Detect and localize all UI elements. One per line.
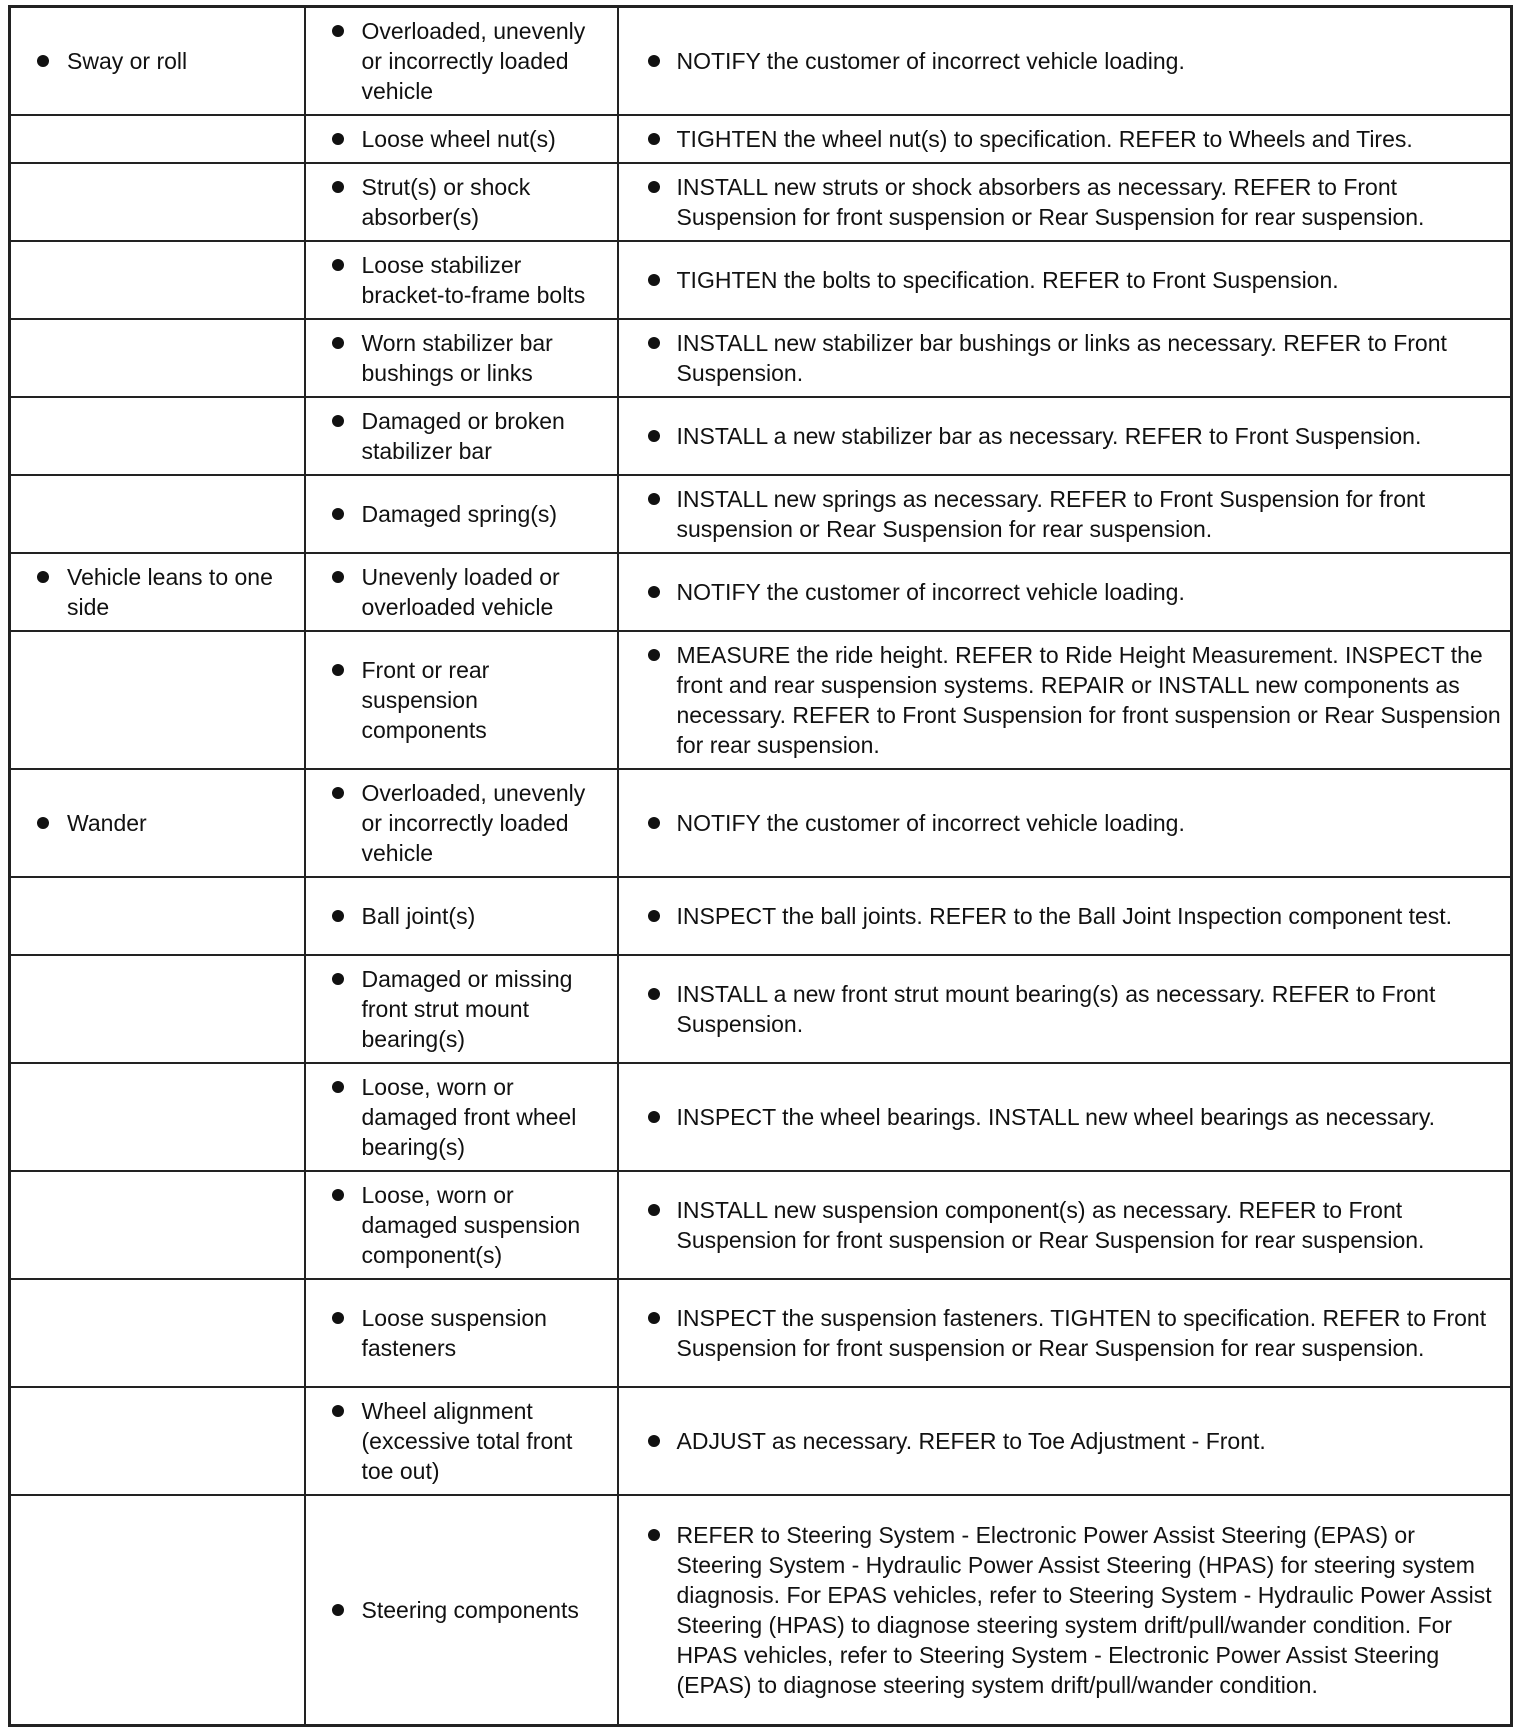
condition-cell [10,7,305,115]
bullet-icon [648,493,660,505]
action-cell-text: MEASURE the ride height. REFER to Ride Height Measurement. INSPECT the front and rear suspension systems. REPAIR or INSTALL new components as necessary. REFER to Front Suspension for front suspension or Rear Suspension for rear suspension. [676,641,1501,758]
action-cell-content [619,1426,1511,1456]
condition-cell [10,1279,305,1387]
bullet-icon [37,55,49,67]
action-cell [618,631,1512,769]
cause-cell [305,877,618,955]
action-cell-content [619,1195,1511,1255]
table-row [10,7,1512,115]
condition-cell [10,319,305,397]
cause-cell [305,553,618,631]
cause-cell-text: Overloaded, unevenly or incorrectly loaded vehicle [361,779,586,866]
bullet-icon [648,181,660,193]
action-cell-text: TIGHTEN the bolts to specification. REFER to Front Suspension. [676,266,1339,293]
bullet-icon [332,787,344,799]
table-row [10,1171,1512,1279]
cause-cell [305,397,618,475]
cause-cell [305,1387,618,1495]
action-cell [618,241,1512,319]
table-row [10,319,1512,397]
cause-cell-content [306,1180,617,1270]
action-cell-content [619,979,1511,1039]
condition-cell-text: Vehicle leans to one side [67,563,273,620]
cause-cell [305,241,618,319]
cause-cell [305,1063,618,1171]
condition-cell [10,769,305,877]
condition-cell [10,955,305,1063]
cause-cell-text: Damaged spring(s) [361,500,558,527]
cause-cell-text: Front or rear suspension components [361,656,490,743]
bullet-icon [332,337,344,349]
bullet-icon [332,973,344,985]
cause-cell-content [306,1072,617,1162]
bullet-icon [648,133,660,145]
bullet-icon [648,55,660,67]
bullet-icon [332,133,344,145]
action-cell-content [619,328,1511,388]
action-cell-text: NOTIFY the customer of incorrect vehicle loading. [676,809,1185,836]
condition-cell [10,1387,305,1495]
condition-cell-text: Wander [67,809,147,836]
action-cell [618,769,1512,877]
cause-cell-text: Damaged or broken stabilizer bar [361,407,565,464]
action-cell [618,877,1512,955]
action-cell [618,319,1512,397]
table-row [10,163,1512,241]
action-cell-text: ADJUST as necessary. REFER to Toe Adjustment - Front. [676,1427,1266,1454]
table-row [10,475,1512,553]
cause-cell-text: Wheel alignment (excessive total front toe out) [361,1397,573,1484]
action-cell-text: INSTALL new stabilizer bar bushings or links as necessary. REFER to Front Suspension. [676,329,1447,386]
action-cell [618,1063,1512,1171]
bullet-icon [37,817,49,829]
bullet-icon [332,664,344,676]
condition-cell [10,163,305,241]
cause-cell [305,631,618,769]
bullet-icon [648,649,660,661]
action-cell-text: INSPECT the ball joints. REFER to the Ball Joint Inspection component test. [676,902,1453,929]
table-row [10,1279,1512,1387]
condition-cell [10,1063,305,1171]
table-row [10,553,1512,631]
action-cell-text: INSTALL a new front strut mount bearing(s) as necessary. REFER to Front Suspension. [676,980,1436,1037]
table-row [10,397,1512,475]
action-cell-content [619,46,1511,76]
cause-cell-text: Steering components [361,1596,579,1623]
condition-cell [10,241,305,319]
bullet-icon [332,910,344,922]
condition-cell [10,877,305,955]
cause-cell-text: Loose, worn or damaged front wheel bearing(s) [361,1073,577,1160]
cause-cell [305,955,618,1063]
action-cell-text: REFER to Steering System - Electronic Power Assist Steering (EPAS) or Steering System - Hydraulic Power Assist Steering (HPAS) for steering system diagnosis. For EPAS vehicles, refer to Steering System - Hydraulic Power Assist Steering (HPAS) to diagnose steering system drift/pull/wander condition. For HPAS vehicles, refer to Steering System - Electronic Power Assist Steering (EPAS) to diagnose steering system drift/pull/wander condition. [676,1521,1492,1698]
bullet-icon [332,508,344,520]
cause-cell-text: Strut(s) or shock absorber(s) [361,173,531,230]
condition-cell [10,631,305,769]
cause-cell [305,769,618,877]
action-cell-content [619,901,1511,931]
action-cell [618,1387,1512,1495]
action-cell-content [619,577,1511,607]
cause-cell [305,1279,618,1387]
bullet-icon [37,571,49,583]
bullet-icon [648,988,660,1000]
cause-cell-content [306,964,617,1054]
condition-cell-content [11,46,304,76]
action-cell-content [619,172,1511,232]
cause-cell-content [306,328,617,388]
action-cell-text: NOTIFY the customer of incorrect vehicle loading. [676,578,1185,605]
action-cell [618,1495,1512,1726]
action-cell-text: INSPECT the suspension fasteners. TIGHTEN to specification. REFER to Front Suspension for front suspension or Rear Suspension for rear suspension. [676,1304,1487,1361]
cause-cell-content [306,778,617,868]
cause-cell [305,115,618,163]
action-cell-text: NOTIFY the customer of incorrect vehicle loading. [676,47,1185,74]
cause-cell-content [306,250,617,310]
cause-cell-text: Unevenly loaded or overloaded vehicle [361,563,560,620]
cause-cell-content [306,1303,617,1363]
cause-cell-text: Damaged or missing front strut mount bearing(s) [361,965,573,1052]
cause-cell-text: Loose, worn or damaged suspension component(s) [361,1181,581,1268]
condition-cell [10,1495,305,1726]
bullet-icon [648,586,660,598]
cause-cell-content [306,406,617,466]
table-row [10,877,1512,955]
table-row [10,1063,1512,1171]
condition-cell [10,553,305,631]
cause-cell-content [306,901,617,931]
table-row [10,241,1512,319]
table-row [10,631,1512,769]
cause-cell [305,163,618,241]
bullet-icon [332,259,344,271]
condition-cell [10,1171,305,1279]
action-cell-text: INSTALL a new stabilizer bar as necessary. REFER to Front Suspension. [676,422,1422,449]
action-cell-content [619,265,1511,295]
cause-cell-text: Loose wheel nut(s) [361,125,556,152]
action-cell-content [619,808,1511,838]
action-cell-text: INSTALL new suspension component(s) as necessary. REFER to Front Suspension for front suspension or Rear Suspension for rear suspension. [676,1196,1425,1253]
cause-cell [305,1171,618,1279]
action-cell-content [619,1520,1511,1700]
table-row [10,769,1512,877]
action-cell [618,955,1512,1063]
cause-cell-content [306,562,617,622]
action-cell-content [619,421,1511,451]
bullet-icon [648,274,660,286]
action-cell [618,1171,1512,1279]
action-cell-text: INSTALL new struts or shock absorbers as necessary. REFER to Front Suspension for front suspension or Rear Suspension for rear suspension. [676,173,1425,230]
bullet-icon [332,25,344,37]
bullet-icon [332,1604,344,1616]
bullet-icon [332,1081,344,1093]
diagnosis-table-body [10,7,1512,1726]
cause-cell [305,475,618,553]
bullet-icon [648,430,660,442]
action-cell [618,553,1512,631]
diagnosis-table [8,5,1513,1727]
cause-cell-text: Ball joint(s) [361,902,476,929]
cause-cell-text: Loose suspension fasteners [361,1304,547,1361]
action-cell-text: TIGHTEN the wheel nut(s) to specification. REFER to Wheels and Tires. [676,125,1413,152]
bullet-icon [648,1111,660,1123]
condition-cell [10,397,305,475]
cause-cell-text: Overloaded, unevenly or incorrectly loaded vehicle [361,17,586,104]
condition-cell [10,475,305,553]
action-cell [618,1279,1512,1387]
action-cell-content [619,124,1511,154]
bullet-icon [332,415,344,427]
action-cell [618,397,1512,475]
table-row [10,1495,1512,1726]
action-cell-content [619,640,1511,760]
condition-cell-content [11,562,304,622]
cause-cell-content [306,124,617,154]
bullet-icon [648,1312,660,1324]
cause-cell-text: Worn stabilizer bar bushings or links [361,329,553,386]
action-cell-text: INSTALL new springs as necessary. REFER to Front Suspension for front suspension or Rear Suspension for rear suspension. [676,485,1426,542]
condition-cell-content [11,808,304,838]
bullet-icon [332,1189,344,1201]
action-cell [618,475,1512,553]
action-cell [618,115,1512,163]
cause-cell-text: Loose stabilizer bracket-to-frame bolts [361,251,586,308]
cause-cell [305,319,618,397]
condition-cell [10,115,305,163]
action-cell-content [619,1303,1511,1363]
bullet-icon [332,1312,344,1324]
cause-cell-content [306,16,617,106]
action-cell [618,163,1512,241]
bullet-icon [648,1204,660,1216]
bullet-icon [332,1405,344,1417]
bullet-icon [332,181,344,193]
action-cell [618,7,1512,115]
cause-cell-content [306,172,617,232]
bullet-icon [648,337,660,349]
action-cell-content [619,1102,1511,1132]
bullet-icon [648,1529,660,1541]
cause-cell-content [306,1396,617,1486]
cause-cell [305,1495,618,1726]
cause-cell-content [306,655,617,745]
bullet-icon [332,571,344,583]
cause-cell-content [306,1595,617,1625]
action-cell-text: INSPECT the wheel bearings. INSTALL new wheel bearings as necessary. [676,1103,1436,1130]
table-row [10,1387,1512,1495]
condition-cell-text: Sway or roll [67,47,188,74]
cause-cell-content [306,499,617,529]
cause-cell [305,7,618,115]
bullet-icon [648,817,660,829]
bullet-icon [648,910,660,922]
action-cell-content [619,484,1511,544]
table-row [10,955,1512,1063]
table-row [10,115,1512,163]
bullet-icon [648,1435,660,1447]
